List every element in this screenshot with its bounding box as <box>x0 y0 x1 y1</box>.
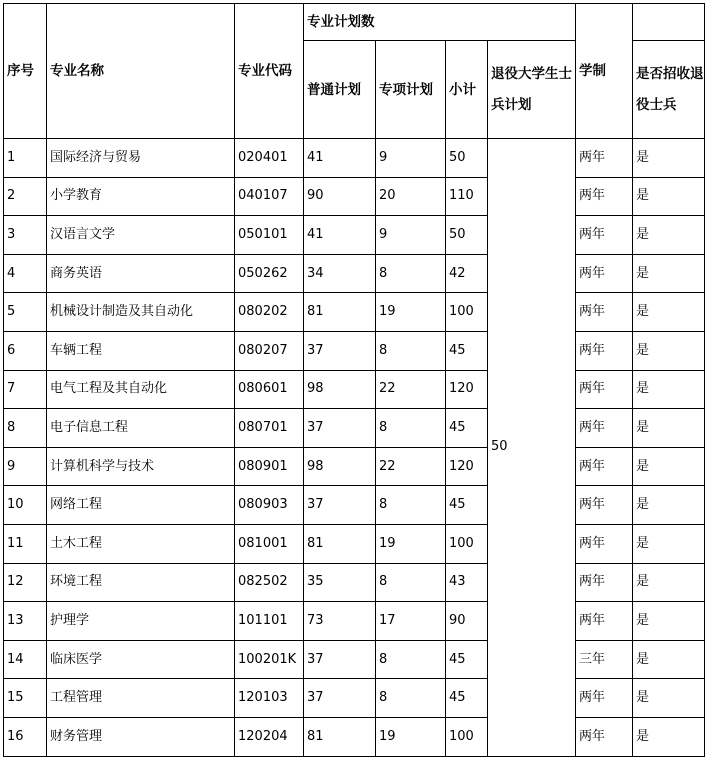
cell-seq: 10 <box>4 486 47 525</box>
cell-special: 19 <box>376 293 446 332</box>
cell-duration: 两年 <box>576 409 633 448</box>
cell-major-code: 080701 <box>235 409 304 448</box>
cell-duration: 两年 <box>576 177 633 216</box>
header-row-1 <box>4 4 705 41</box>
cell-accept-veteran: 是 <box>633 524 705 563</box>
cell-accept-veteran: 是 <box>633 293 705 332</box>
cell-major-name: 小学教育 <box>47 177 235 216</box>
cell-duration: 两年 <box>576 139 633 178</box>
cell-regular: 81 <box>304 293 376 332</box>
cell-major-name: 土木工程 <box>47 524 235 563</box>
cell-subtotal: 50 <box>446 216 488 255</box>
table-row <box>4 524 705 563</box>
table-row <box>4 679 705 718</box>
table-body <box>4 4 705 757</box>
cell-accept-veteran: 是 <box>633 370 705 409</box>
cell-seq: 12 <box>4 563 47 602</box>
cell-regular: 98 <box>304 447 376 486</box>
cell-seq: 3 <box>4 216 47 255</box>
cell-special: 8 <box>376 409 446 448</box>
cell-major-code: 080601 <box>235 370 304 409</box>
cell-special: 9 <box>376 216 446 255</box>
cell-seq: 11 <box>4 524 47 563</box>
cell-special: 22 <box>376 447 446 486</box>
cell-major-name: 护理学 <box>47 602 235 641</box>
cell-duration: 两年 <box>576 254 633 293</box>
table-row <box>4 447 705 486</box>
cell-major-name: 工程管理 <box>47 679 235 718</box>
cell-special: 8 <box>376 486 446 525</box>
cell-major-name: 机械设计制造及其自动化 <box>47 293 235 332</box>
table-row <box>4 486 705 525</box>
cell-major-name: 环境工程 <box>47 563 235 602</box>
header-accept-veteran: 是否招收退役士兵 <box>633 41 705 139</box>
cell-subtotal: 45 <box>446 486 488 525</box>
cell-accept-veteran: 是 <box>633 640 705 679</box>
cell-seq: 2 <box>4 177 47 216</box>
cell-duration: 两年 <box>576 216 633 255</box>
cell-major-code: 082502 <box>235 563 304 602</box>
enrollment-plan-table <box>3 3 705 757</box>
cell-special: 17 <box>376 602 446 641</box>
cell-special: 19 <box>376 717 446 756</box>
cell-duration: 两年 <box>576 331 633 370</box>
header-special: 专项计划 <box>376 41 446 139</box>
table-row <box>4 177 705 216</box>
cell-major-name: 车辆工程 <box>47 331 235 370</box>
cell-veteran-plan-total: 50 <box>488 139 576 757</box>
cell-subtotal: 110 <box>446 177 488 216</box>
cell-major-code: 081001 <box>235 524 304 563</box>
cell-regular: 98 <box>304 370 376 409</box>
cell-regular: 81 <box>304 717 376 756</box>
cell-major-name: 国际经济与贸易 <box>47 139 235 178</box>
cell-regular: 34 <box>304 254 376 293</box>
cell-major-code: 050101 <box>235 216 304 255</box>
cell-duration: 三年 <box>576 640 633 679</box>
cell-major-code: 020401 <box>235 139 304 178</box>
cell-special: 19 <box>376 524 446 563</box>
cell-regular: 37 <box>304 331 376 370</box>
cell-special: 8 <box>376 640 446 679</box>
cell-major-code: 101101 <box>235 602 304 641</box>
table-row <box>4 563 705 602</box>
cell-seq: 8 <box>4 409 47 448</box>
cell-seq: 4 <box>4 254 47 293</box>
cell-major-name: 汉语言文学 <box>47 216 235 255</box>
cell-subtotal: 100 <box>446 524 488 563</box>
cell-duration: 两年 <box>576 563 633 602</box>
cell-accept-veteran: 是 <box>633 717 705 756</box>
cell-accept-veteran: 是 <box>633 602 705 641</box>
cell-accept-veteran: 是 <box>633 679 705 718</box>
cell-duration: 两年 <box>576 486 633 525</box>
cell-major-code: 080207 <box>235 331 304 370</box>
cell-duration: 两年 <box>576 293 633 332</box>
table-row <box>4 602 705 641</box>
cell-duration: 两年 <box>576 717 633 756</box>
cell-seq: 15 <box>4 679 47 718</box>
cell-duration: 两年 <box>576 370 633 409</box>
cell-subtotal: 100 <box>446 717 488 756</box>
cell-accept-veteran: 是 <box>633 331 705 370</box>
cell-regular: 37 <box>304 640 376 679</box>
cell-regular: 37 <box>304 486 376 525</box>
header-major-name: 专业名称 <box>47 4 235 139</box>
cell-subtotal: 100 <box>446 293 488 332</box>
table-row <box>4 254 705 293</box>
cell-major-name: 临床医学 <box>47 640 235 679</box>
cell-seq: 16 <box>4 717 47 756</box>
cell-duration: 两年 <box>576 524 633 563</box>
cell-special: 8 <box>376 563 446 602</box>
header-major-code: 专业代码 <box>235 4 304 139</box>
cell-subtotal: 42 <box>446 254 488 293</box>
cell-major-name: 电气工程及其自动化 <box>47 370 235 409</box>
table-row <box>4 409 705 448</box>
cell-special: 22 <box>376 370 446 409</box>
cell-regular: 41 <box>304 139 376 178</box>
cell-seq: 13 <box>4 602 47 641</box>
cell-major-code: 120103 <box>235 679 304 718</box>
cell-subtotal: 43 <box>446 563 488 602</box>
cell-major-name: 计算机科学与技术 <box>47 447 235 486</box>
cell-seq: 6 <box>4 331 47 370</box>
cell-regular: 81 <box>304 524 376 563</box>
table-row <box>4 640 705 679</box>
cell-accept-veteran: 是 <box>633 254 705 293</box>
cell-major-code: 080202 <box>235 293 304 332</box>
header-duration: 学制 <box>576 4 633 139</box>
cell-major-code: 120204 <box>235 717 304 756</box>
header-seq: 序号 <box>4 4 47 139</box>
cell-special: 8 <box>376 679 446 718</box>
cell-special: 8 <box>376 254 446 293</box>
cell-accept-veteran: 是 <box>633 139 705 178</box>
header-blank-cell <box>633 4 705 41</box>
cell-accept-veteran: 是 <box>633 216 705 255</box>
cell-major-code: 080903 <box>235 486 304 525</box>
cell-seq: 7 <box>4 370 47 409</box>
table-row <box>4 216 705 255</box>
header-regular: 普通计划 <box>304 41 376 139</box>
cell-major-name: 网络工程 <box>47 486 235 525</box>
cell-regular: 90 <box>304 177 376 216</box>
cell-major-code: 080901 <box>235 447 304 486</box>
header-veteran-plan: 退役大学生士兵计划 <box>488 41 576 139</box>
cell-subtotal: 120 <box>446 447 488 486</box>
cell-subtotal: 90 <box>446 602 488 641</box>
cell-subtotal: 45 <box>446 331 488 370</box>
cell-accept-veteran: 是 <box>633 177 705 216</box>
cell-subtotal: 50 <box>446 139 488 178</box>
cell-seq: 5 <box>4 293 47 332</box>
cell-regular: 73 <box>304 602 376 641</box>
cell-subtotal: 45 <box>446 679 488 718</box>
cell-accept-veteran: 是 <box>633 447 705 486</box>
cell-subtotal: 45 <box>446 640 488 679</box>
table-row <box>4 293 705 332</box>
table-row <box>4 370 705 409</box>
cell-duration: 两年 <box>576 602 633 641</box>
cell-major-code: 100201K <box>235 640 304 679</box>
cell-major-name: 电子信息工程 <box>47 409 235 448</box>
cell-subtotal: 45 <box>446 409 488 448</box>
table-row <box>4 139 705 178</box>
cell-duration: 两年 <box>576 447 633 486</box>
table-row <box>4 717 705 756</box>
cell-seq: 14 <box>4 640 47 679</box>
cell-accept-veteran: 是 <box>633 409 705 448</box>
cell-major-code: 050262 <box>235 254 304 293</box>
cell-accept-veteran: 是 <box>633 486 705 525</box>
cell-seq: 1 <box>4 139 47 178</box>
cell-major-name: 财务管理 <box>47 717 235 756</box>
header-plan-group: 专业计划数 <box>304 4 576 41</box>
cell-regular: 37 <box>304 409 376 448</box>
cell-special: 9 <box>376 139 446 178</box>
cell-regular: 41 <box>304 216 376 255</box>
cell-special: 20 <box>376 177 446 216</box>
cell-seq: 9 <box>4 447 47 486</box>
cell-duration: 两年 <box>576 679 633 718</box>
cell-special: 8 <box>376 331 446 370</box>
cell-regular: 35 <box>304 563 376 602</box>
header-subtotal: 小计 <box>446 41 488 139</box>
cell-major-name: 商务英语 <box>47 254 235 293</box>
cell-regular: 37 <box>304 679 376 718</box>
table-row <box>4 331 705 370</box>
cell-major-code: 040107 <box>235 177 304 216</box>
cell-accept-veteran: 是 <box>633 563 705 602</box>
cell-subtotal: 120 <box>446 370 488 409</box>
